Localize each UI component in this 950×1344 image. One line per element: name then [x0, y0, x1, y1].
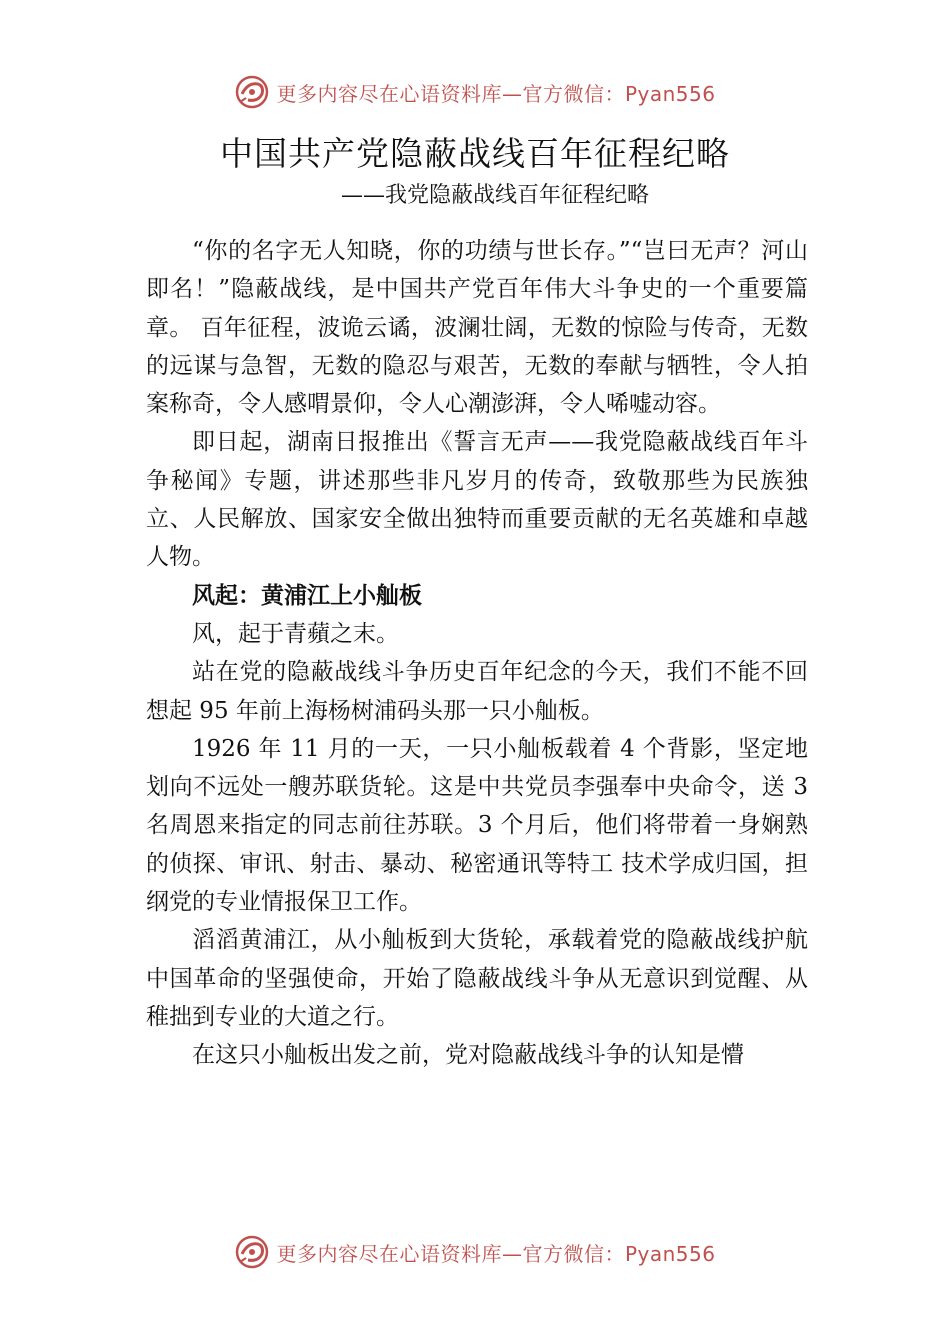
paragraph: 即日起，湖南日报推出《誓言无声——我党隐蔽战线百年斗争秘闻》专题，讲述那些非凡岁月的传奇，致敬那些为民族独立、人民解放、国家安全做出独特而重要贡献的无名英雄和卓越人物。 [146, 429, 808, 571]
seal-logo-icon [234, 1234, 270, 1270]
paragraph: 在这只小舢板出发之前，党对隐蔽战线斗争的认知是懵 [192, 1042, 744, 1069]
paragraph: 滔滔黄浦江，从小舢板到大货轮，承载着党的隐蔽战线护航中国革命的坚强使命，开始了隐蔽战线斗争从无意识到觉醒、从稚拙到专业的大道之行。 [146, 927, 808, 1030]
seal-logo-icon [234, 74, 270, 110]
watermark-footer [0, 1232, 950, 1272]
watermark-header [0, 72, 950, 112]
paragraph: “你的名字无人知晓，你的功绩与世长存。”“岂曰无声？河山即名！”隐蔽战线，是中国共产党百年伟大斗争史的一个重要篇章。 百年征程，波诡云谲，波澜壮阔，无数的惊险与传奇，无数的远谋与急智，无数的隐忍与艰苦，无数的奉献与牺牲，令人拍案称奇，令人感喟景仰，令人心潮澎湃，令人唏嘘动容。 [146, 238, 808, 418]
document-subtitle: ——我党隐蔽战线百年征程纪略 [340, 183, 649, 208]
section-heading: 风起：黄浦江上小舢板 [192, 582, 422, 609]
document-title: 中国共产党隐蔽战线百年征程纪略 [220, 134, 730, 173]
paragraph: 站在党的隐蔽战线斗争历史百年纪念的今天，我们不能不回想起 95 年前上海杨树浦码头那一只小舢板。 [146, 659, 808, 724]
document-body [146, 232, 808, 1075]
watermark-text: 更多内容尽在心语资料库—官方微信：Pyan556 [276, 81, 716, 106]
paragraph: 风，起于青蘋之末。 [192, 620, 399, 647]
paragraph: 1926 年 11 月的一天，一只小舢板载着 4 个背影，坚定地划向不远处一艘苏联货轮。这是中共党员李强奉中央命令，送 3 名周恩来指定的同志前往苏联。3 个月后，他们将带着一身娴熟的侦探、审讯、射击、暴动、秘密通讯等特工 技术学成归国，担纲党的专业情报保卫工作。 [146, 735, 808, 916]
watermark-text: 更多内容尽在心语资料库—官方微信：Pyan556 [276, 1241, 716, 1266]
